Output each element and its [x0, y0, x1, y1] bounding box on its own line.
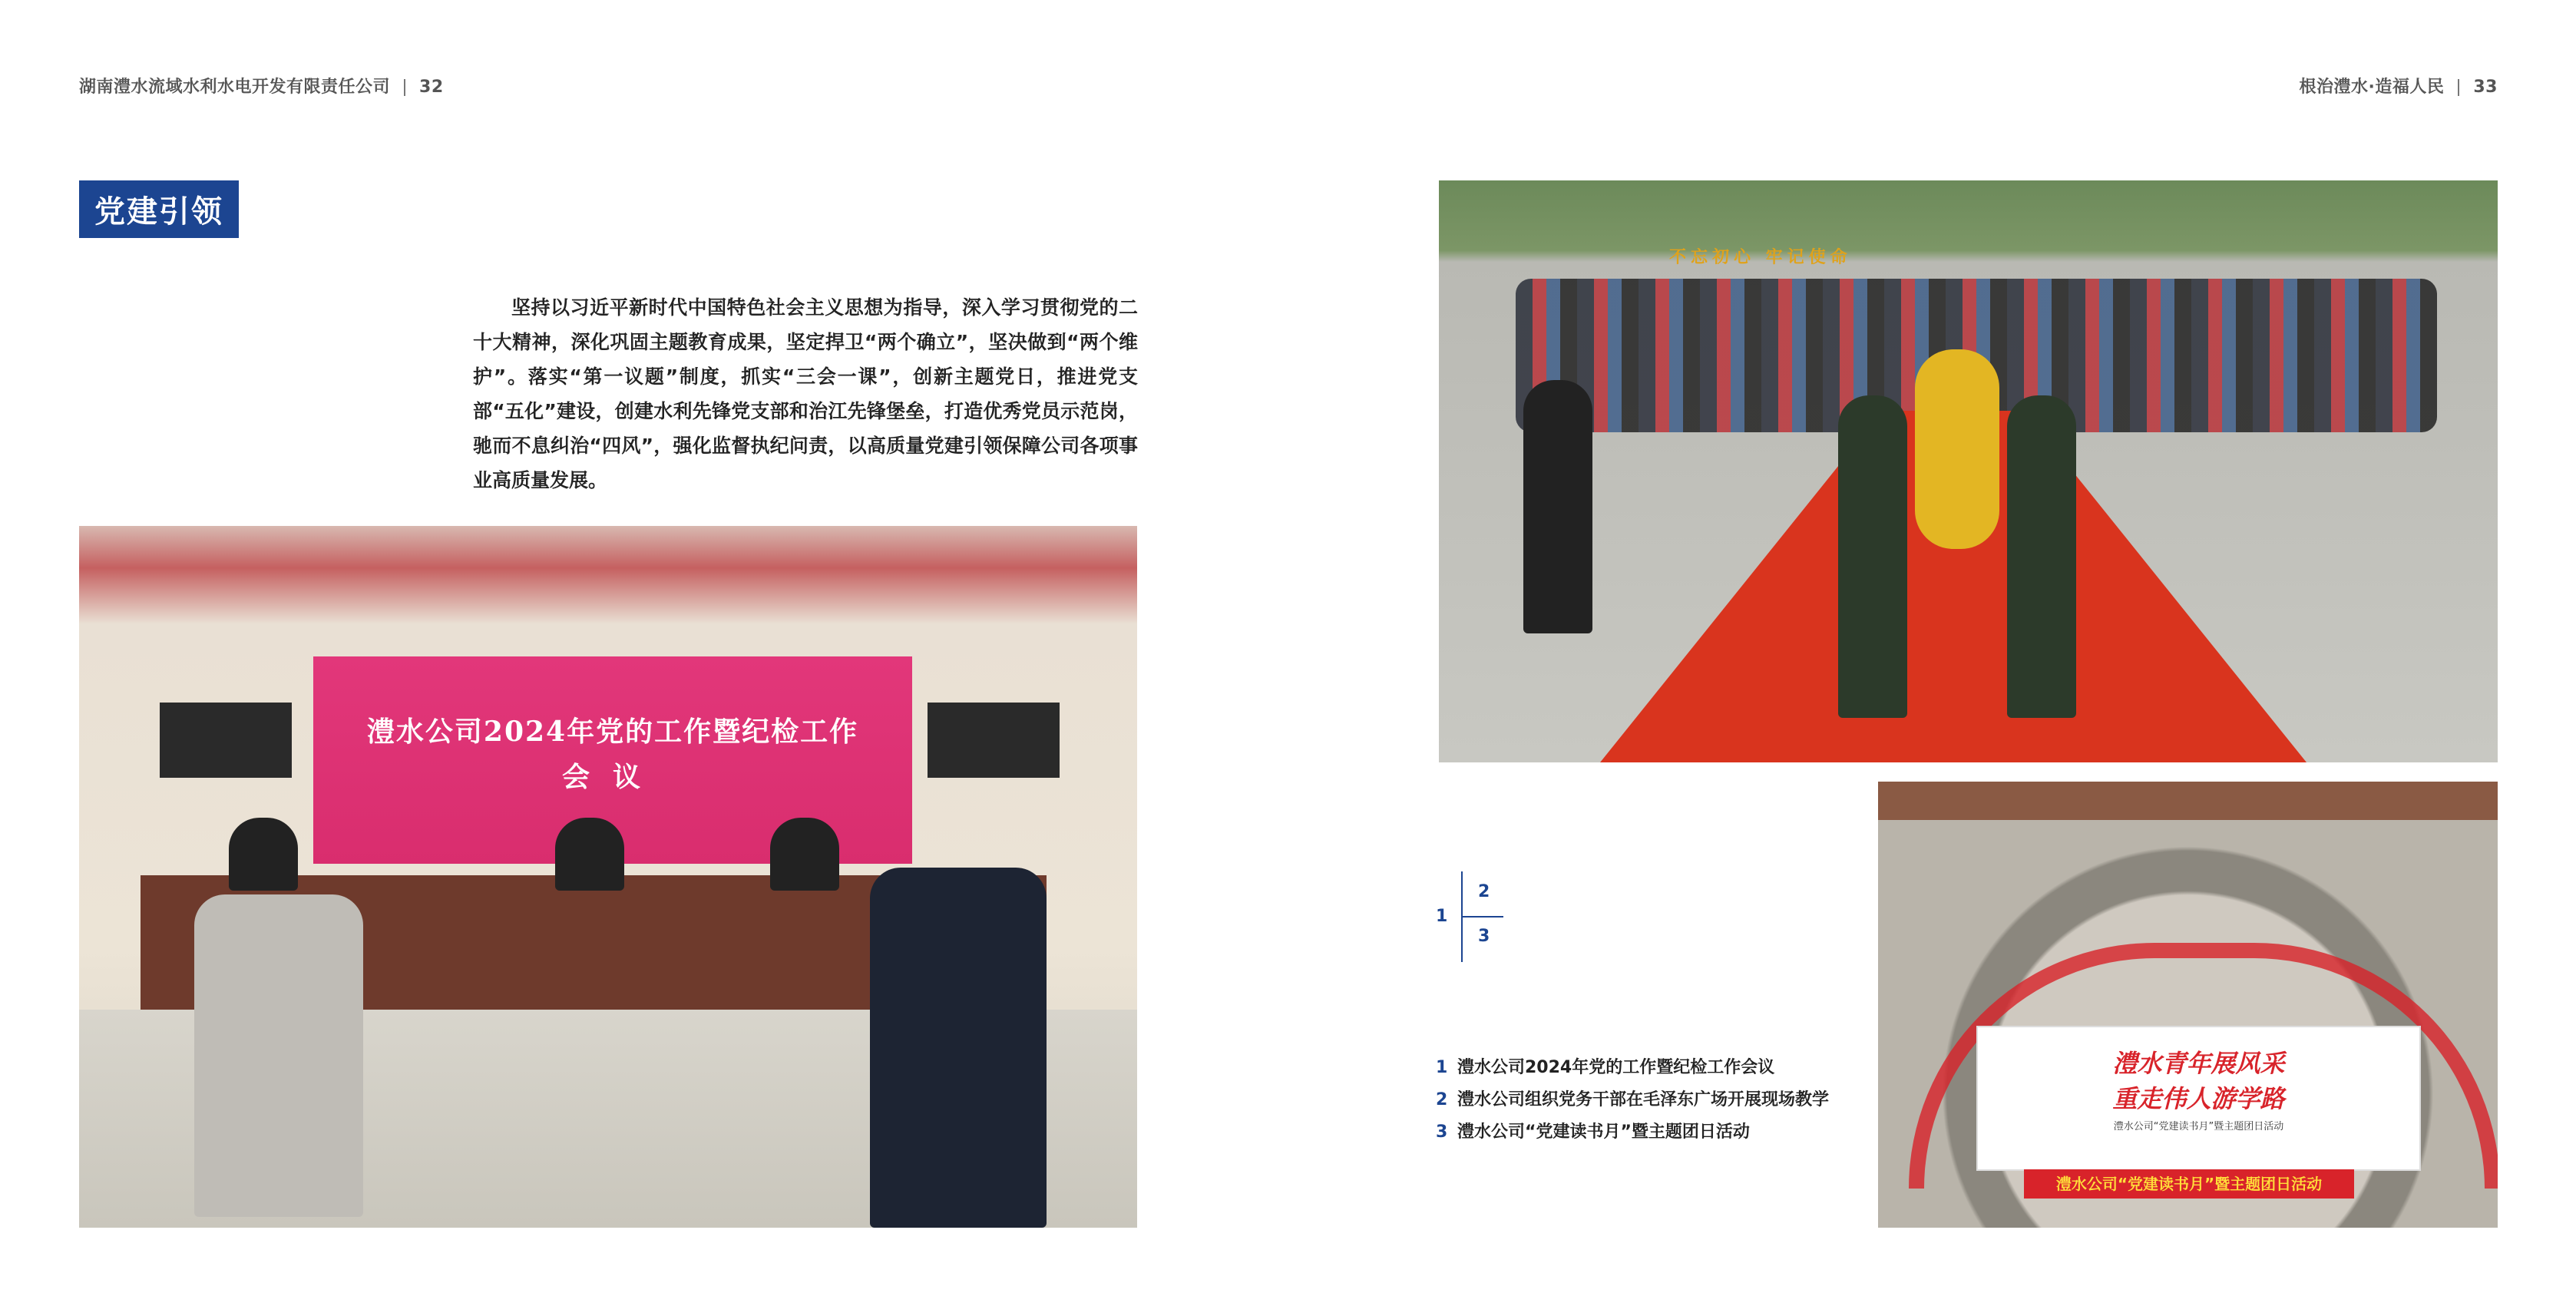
index-number: 3: [1478, 927, 1490, 946]
banner-text: 澧水青年展风采: [2112, 1049, 2285, 1078]
activity-strip: 澧水公司“党建读书月”暨主题团日活动: [2024, 1169, 2354, 1199]
caption-number: 3: [1436, 1122, 1448, 1142]
banner-text: 会议: [561, 761, 663, 793]
caption-item: [1436, 1052, 1829, 1084]
divider-line: [1461, 916, 1503, 918]
photo-index-map: [1436, 871, 1528, 964]
banner-subtext: 澧水公司“党建读书月”暨主题团日活动: [2113, 1121, 2284, 1132]
index-number: 1: [1436, 907, 1448, 926]
caption-item: [1436, 1084, 1829, 1116]
caption-text: 澧水公司组织党务干部在毛泽东广场开展现场教学: [1457, 1090, 1830, 1109]
square-sign: 不忘初心 牢记使命: [1669, 248, 1852, 267]
photo-youth-activity: [1878, 782, 2498, 1228]
header-divider: [2458, 79, 2459, 96]
photo-meeting: [79, 526, 1137, 1228]
page-header-right: [2300, 74, 2498, 98]
photo-square-ceremony: [1439, 180, 2498, 762]
header-divider: [404, 79, 405, 96]
caption-number: 2: [1436, 1090, 1448, 1109]
caption-text: 澧水公司“党建读书月”暨主题团日活动: [1457, 1122, 1750, 1142]
index-number: 2: [1478, 882, 1490, 901]
section-paragraph: 坚持以习近平新时代中国特色社会主义思想为指导，深入学习贯彻党的二十大精神，深化巩固主题教育成果，坚定捍卫“两个确立”，坚决做到“两个维护”。落实“第一议题”制度，抓实“三会一课”，创新主题党日，推进党支部“五化”建设，创建水利先锋党支部和治江先锋堡垒，打造优秀党员示范岗，驰而不息纠治“四风”，强化监督执纪问责，以高质量党建引领保障公司各项事业高质量发展。: [473, 296, 1138, 491]
caption-text: 澧水公司2024年党的工作暨纪检工作会议: [1457, 1058, 1775, 1077]
publication-title: 湖南澧水流域水利水电开发有限责任公司: [79, 78, 391, 97]
honor-guard: [2007, 395, 2076, 718]
person: [1523, 380, 1592, 633]
photo-captions: [1436, 1052, 1829, 1149]
banner-text: 重走伟人游学路: [2112, 1084, 2285, 1113]
person: [770, 818, 839, 891]
tv-screen: [928, 703, 1060, 778]
flower-basket: [1915, 349, 1999, 549]
plaza-top: [1878, 782, 2498, 820]
tv-screen: [160, 703, 292, 778]
page-number-left: 32: [419, 78, 444, 97]
honor-guard: [1838, 395, 1907, 718]
person: [229, 818, 298, 891]
banner-text: 澧水公司2024年党的工作暨纪检工作: [366, 716, 859, 748]
activity-banner: [1976, 1026, 2421, 1171]
page-header-left: [79, 74, 444, 98]
person: [194, 894, 363, 1217]
publication-slogan: 根治澧水·造福人民: [2299, 78, 2445, 97]
caption-number: 1: [1436, 1058, 1448, 1077]
section-title: 党建引领: [79, 180, 239, 238]
person: [870, 868, 1047, 1228]
person: [555, 818, 624, 891]
caption-item: [1436, 1116, 1829, 1149]
page-number-right: 33: [2473, 78, 2498, 97]
